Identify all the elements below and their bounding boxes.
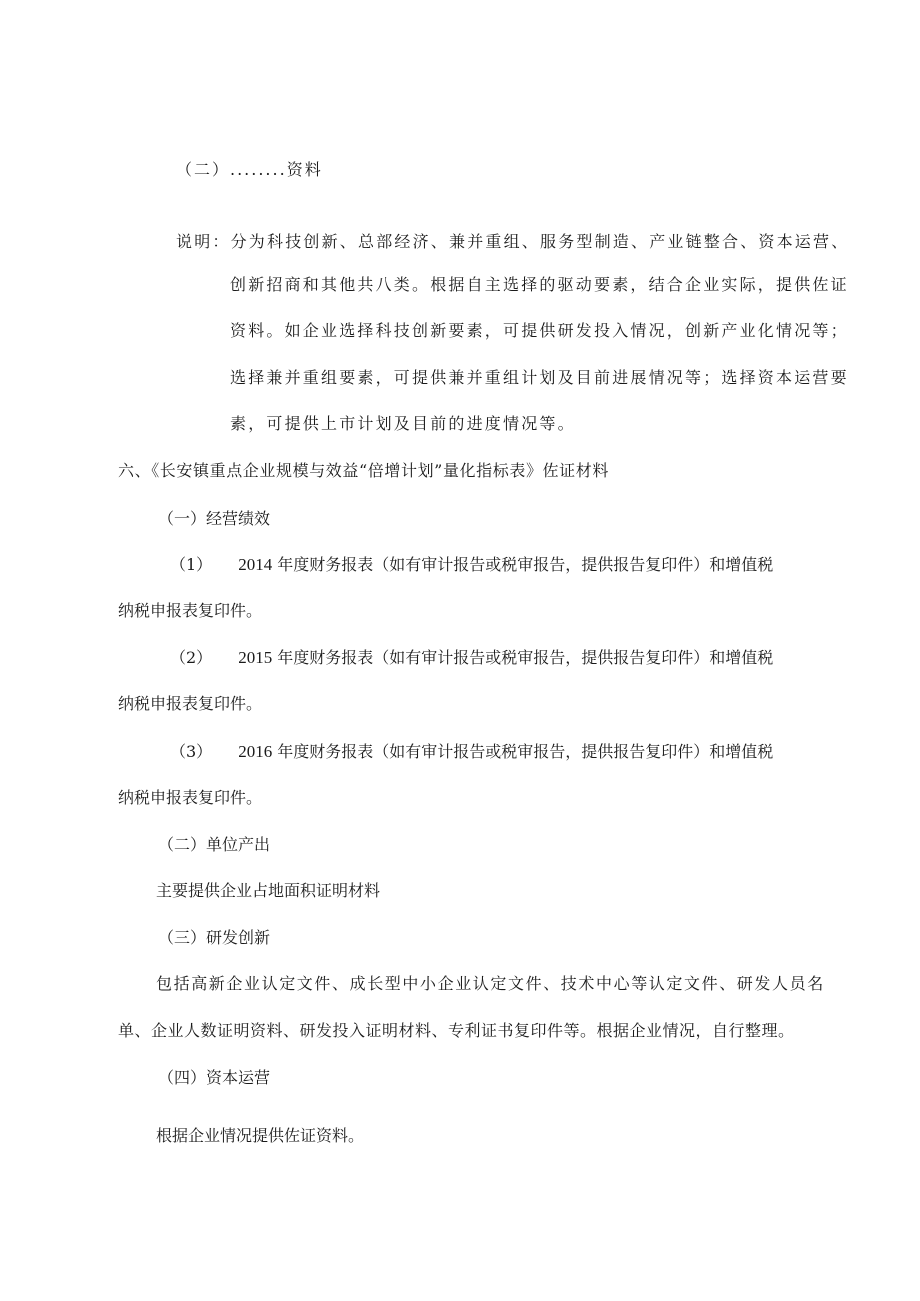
item-1-continuation: 纳税申报表复印件。 [118, 601, 263, 620]
note-line-5: 素，可提供上市计划及目前的进度情况等。 [230, 414, 576, 433]
subsection-2-heading: （二）单位产出 [158, 835, 271, 854]
note-line-3: 资料。如企业选择科技创新要素，可提供研发投入情况，创新产业化情况等； [230, 321, 849, 340]
item-3-line [170, 742, 773, 762]
item-2-line [170, 648, 773, 668]
item-2-label: （2） [170, 648, 213, 667]
subsection-4-heading: （四）资本运营 [158, 1068, 271, 1087]
item-1-line [170, 555, 773, 575]
subsection-3-body-line-2: 单、企业人数证明资料、研发投入证明材料、专利证书复印件等。根据企业情况，自行整理。 [118, 1021, 795, 1040]
item-2-year: 2015 [238, 648, 273, 667]
subsection-3-body-line-1: 包括高新企业认定文件、成长型中小企业认定文件、技术中心等认定文件、研发人员名 [156, 974, 825, 993]
item-1-label: （1） [170, 555, 213, 574]
note-line-1: 说明：分为科技创新、总部经济、兼并重组、服务型制造、产业链整合、资本运营、 [176, 232, 850, 251]
item-1-year: 2014 [238, 555, 273, 574]
item-3-label: （3） [170, 742, 213, 761]
section-6-heading: 六、《长安镇重点企业规模与效益“倍增计划”量化指标表》佐证材料 [118, 461, 609, 480]
section-5-subheading-2: （二）........资料 [176, 160, 323, 179]
item-2-text: 年度财务报表（如有审计报告或税审报告，提供报告复印件）和增值税 [277, 648, 774, 667]
item-3-text: 年度财务报表（如有审计报告或税审报告，提供报告复印件）和增值税 [277, 742, 774, 761]
item-3-continuation: 纳税申报表复印件。 [118, 788, 263, 807]
subsection-2-body: 主要提供企业占地面积证明材料 [156, 881, 381, 900]
subsection-3-heading: （三）研发创新 [158, 928, 271, 947]
item-3-year: 2016 [238, 742, 273, 761]
note-line-2: 创新招商和其他共八类。根据自主选择的驱动要素，结合企业实际，提供佐证 [230, 275, 849, 294]
subsection-4-body: 根据企业情况提供佐证资料。 [156, 1126, 365, 1145]
subsection-1-heading: （一）经营绩效 [158, 509, 271, 528]
item-2-continuation: 纳税申报表复印件。 [118, 694, 263, 713]
item-1-text: 年度财务报表（如有审计报告或税审报告，提供报告复印件）和增值税 [277, 555, 774, 574]
note-line-4: 选择兼并重组要素，可提供兼并重组计划及目前进展情况等；选择资本运营要 [230, 368, 849, 387]
